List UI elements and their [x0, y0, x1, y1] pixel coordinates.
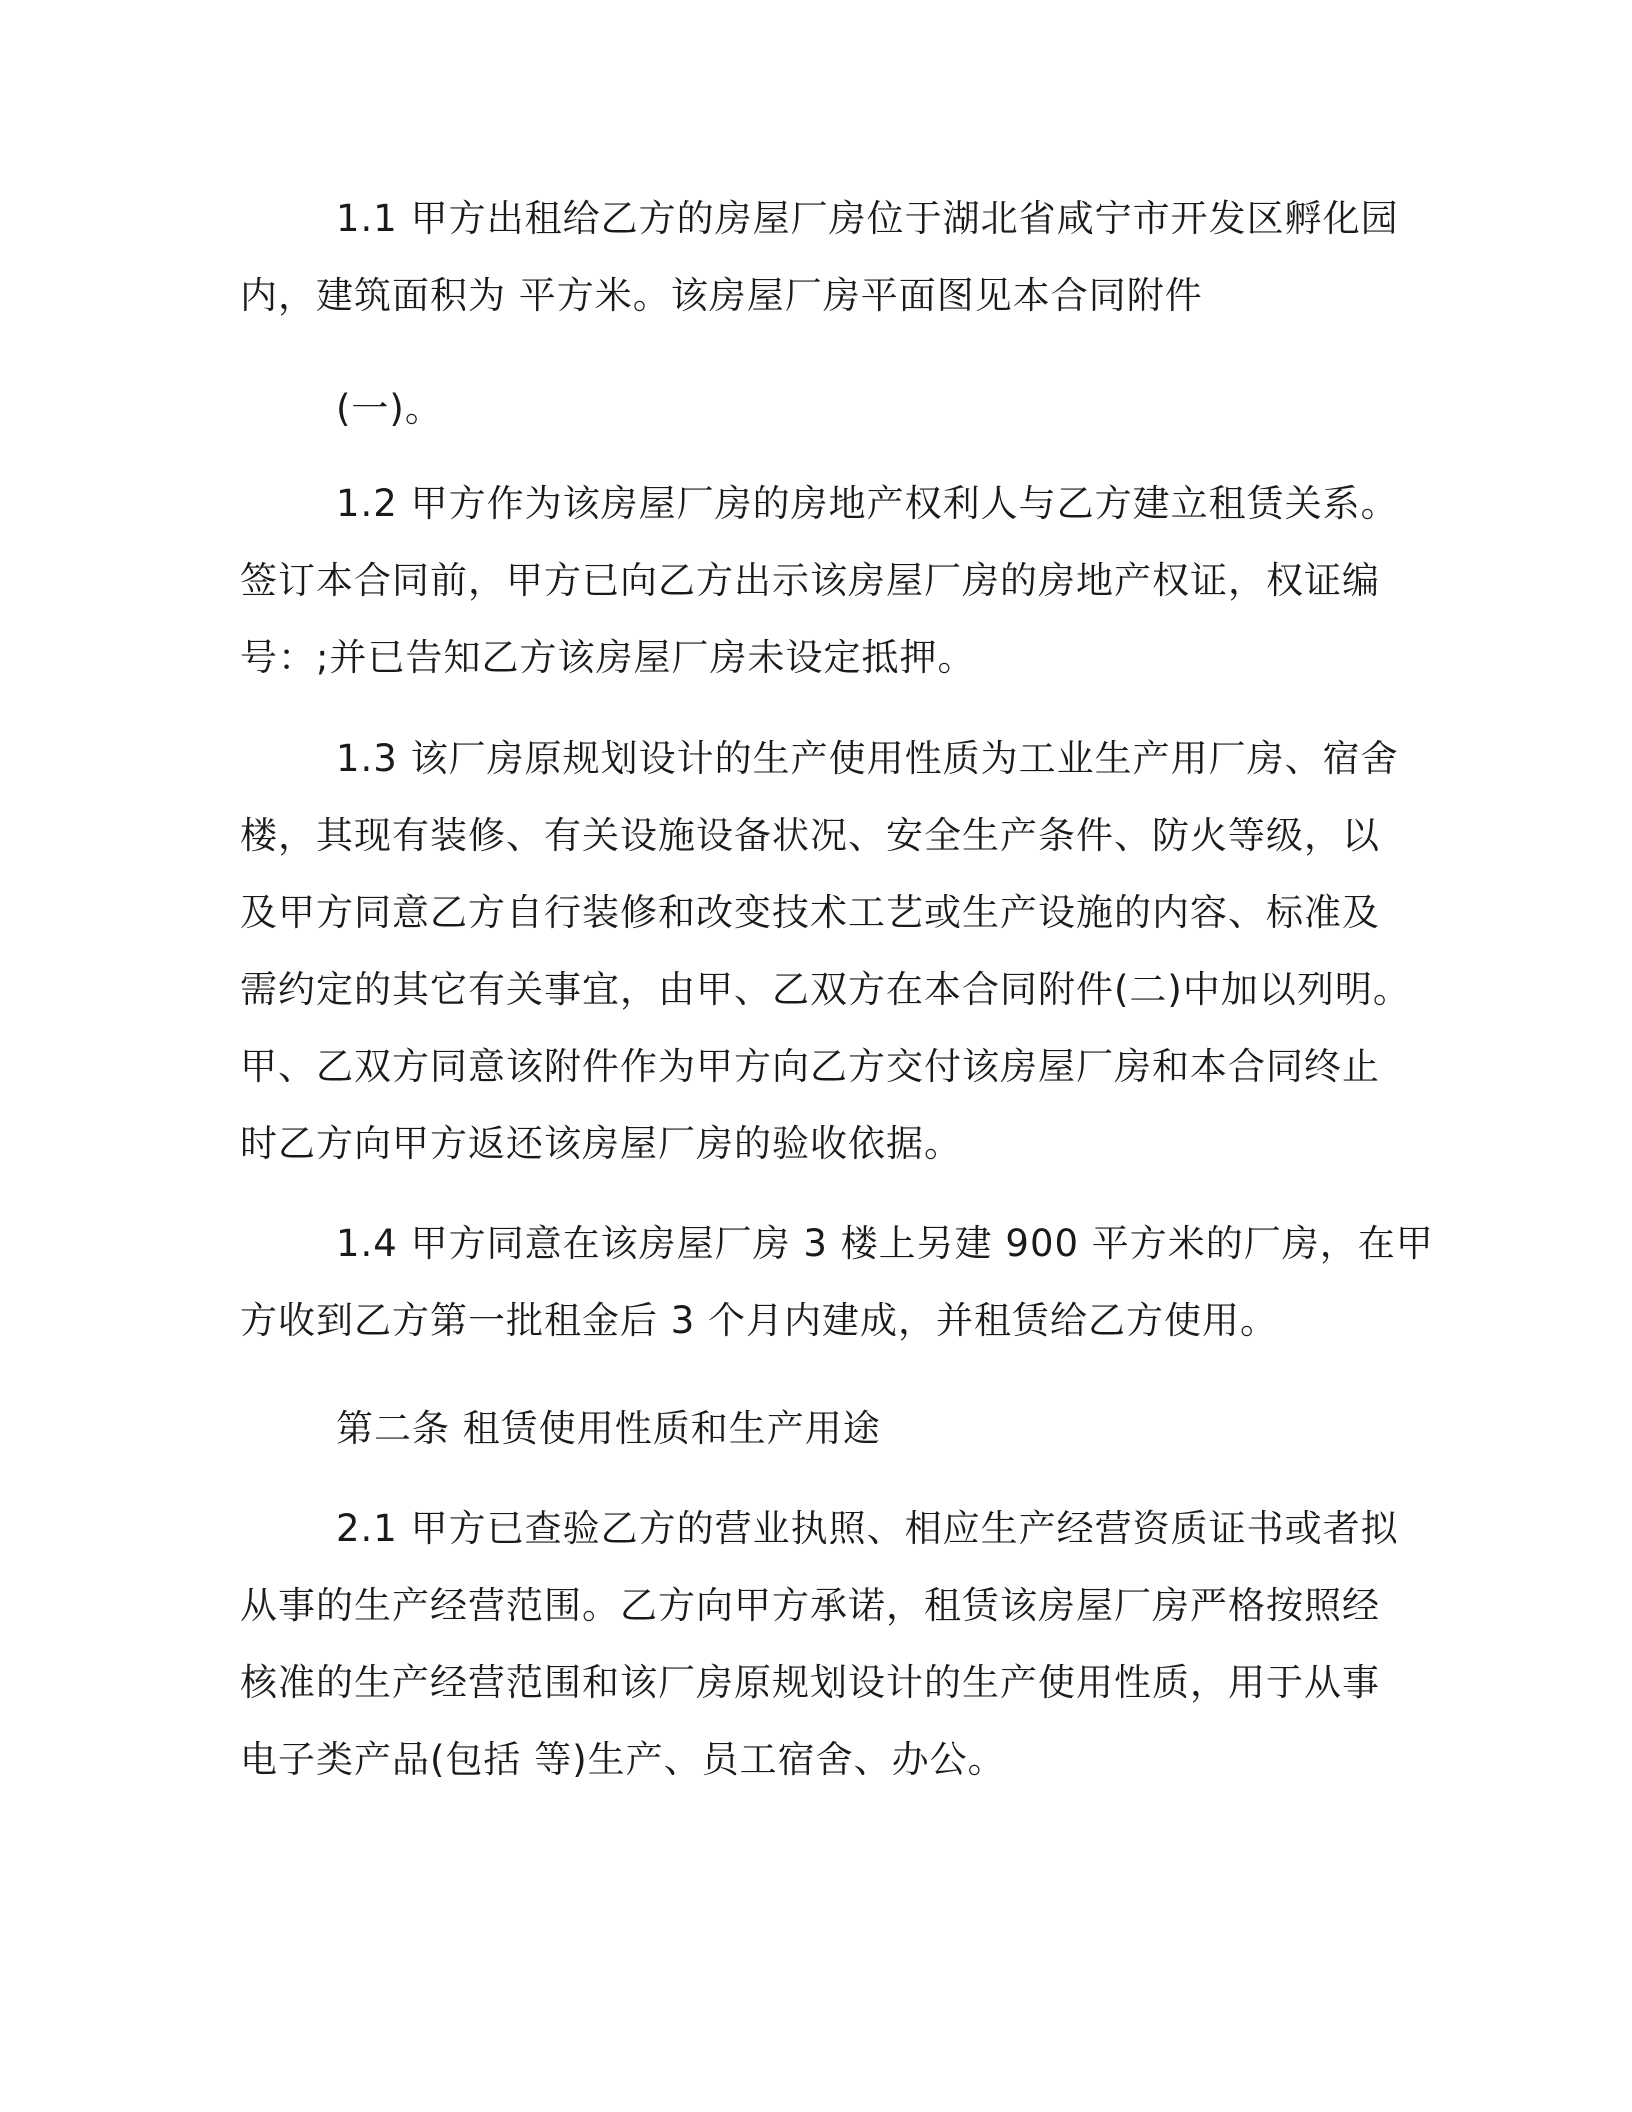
- paragraph-line: 从事的生产经营范围。乙方向甲方承诺，租赁该房屋厂房严格按照经: [240, 1584, 1380, 1627]
- paragraph-line: 1.3 该厂房原规划设计的生产使用性质为工业生产用厂房、宿舍: [336, 737, 1399, 780]
- paragraph-1-1: [240, 180, 1399, 334]
- paragraph-line: 号：;并已告知乙方该房屋厂房未设定抵押。: [240, 636, 976, 679]
- paragraph-1-2: [240, 465, 1399, 696]
- paragraph-line: 时乙方向甲方返还该房屋厂房的验收依据。: [240, 1122, 962, 1165]
- paragraph-line: 1.1 甲方出租给乙方的房屋厂房位于湖北省咸宁市开发区孵化园: [336, 197, 1399, 240]
- section-2-heading: [240, 1390, 1390, 1467]
- paragraph-line: 核准的生产经营范围和该厂房原规划设计的生产使用性质，用于从事: [240, 1661, 1380, 1704]
- section-heading: 第二条 租赁使用性质和生产用途: [336, 1407, 881, 1450]
- paragraph-line: 1.4 甲方同意在该房屋厂房 3 楼上另建 900 平方米的厂房，在甲: [336, 1222, 1434, 1265]
- paragraph-line: 方收到乙方第一批租金后 3 个月内建成，并租赁给乙方使用。: [240, 1299, 1279, 1342]
- paragraph-line: 电子类产品(包括 等)生产、员工宿舍、办公。: [240, 1738, 1006, 1781]
- paragraph-1-3: [240, 720, 1411, 1182]
- paragraph-line: 2.1 甲方已查验乙方的营业执照、相应生产经营资质证书或者拟: [336, 1507, 1399, 1550]
- paragraph-line: (一)。: [336, 387, 443, 430]
- paragraph-line: 需约定的其它有关事宜，由甲、乙双方在本合同附件(二)中加以列明。: [240, 968, 1411, 1011]
- paragraph-line: 1.2 甲方作为该房屋厂房的房地产权利人与乙方建立租赁关系。: [336, 482, 1399, 525]
- paragraph-line: 签订本合同前，甲方已向乙方出示该房屋厂房的房地产权证，权证编: [240, 559, 1380, 602]
- paragraph-line: 内，建筑面积为 平方米。该房屋厂房平面图见本合同附件: [240, 274, 1203, 317]
- paragraph-line: 楼，其现有装修、有关设施设备状况、安全生产条件、防火等级，以: [240, 814, 1380, 857]
- paragraph-2-1: [240, 1490, 1399, 1798]
- paragraph-1-1-continuation: [240, 370, 1390, 447]
- paragraph-line: 及甲方同意乙方自行装修和改变技术工艺或生产设施的内容、标准及: [240, 891, 1380, 934]
- paragraph-line: 甲、乙双方同意该附件作为甲方向乙方交付该房屋厂房和本合同终止: [240, 1045, 1380, 1088]
- paragraph-1-4: [240, 1205, 1434, 1359]
